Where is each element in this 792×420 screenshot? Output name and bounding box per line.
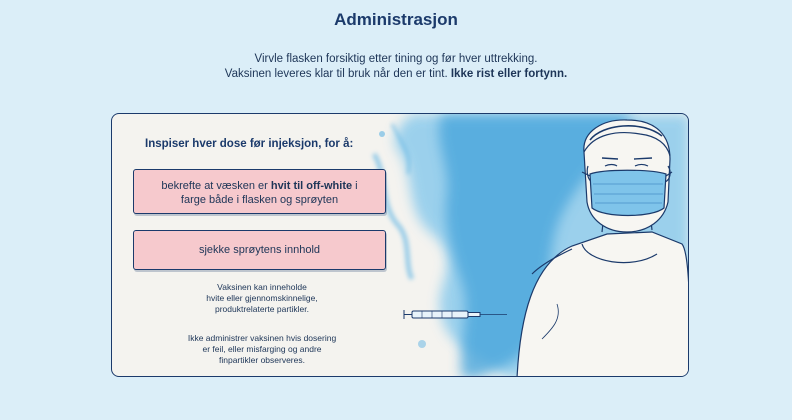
warning-note-line: finpartikler observeres.: [219, 355, 305, 365]
warning-note-line: er feil, eller misfarging og andre: [202, 344, 322, 354]
particles-note-line: produktrelaterte partikler.: [214, 304, 310, 314]
check-color-bold: hvit til off-white: [270, 180, 353, 192]
inspection-panel: [111, 113, 689, 377]
check-contents-text: sjekke sprøytens innhold: [198, 244, 321, 256]
check-color-text: bekrefte at væsken er: [161, 180, 271, 192]
page-title: Administrasjon: [334, 10, 458, 29]
warning-note: [152, 333, 372, 366]
check-contents-box: [133, 230, 386, 270]
particles-note-line: Vaksinen kan inneholde: [217, 282, 307, 292]
check-color-text-end: i: [352, 180, 358, 192]
check-color-line-2: farge både i flasken og sprøyten: [180, 194, 339, 206]
intro-text: [0, 52, 792, 82]
particles-note-line: hvite eller gjennomskinnelige,: [206, 293, 318, 303]
intro-line-2-plain: Vaksinen leveres klar til bruk når den er tint.: [224, 68, 451, 80]
warning-note-line: Ikke administrer vaksinen hvis dosering: [187, 333, 337, 343]
check-color-box: [133, 169, 386, 214]
particles-note: [152, 282, 372, 315]
intro-line-2-bold: Ikke rist eller fortynn.: [450, 68, 568, 80]
inspect-heading: Inspiser hver dose før injeksjon, for å:: [145, 138, 354, 150]
intro-line-1: Virvle flasken forsiktig etter tining og før hver uttrekking.: [254, 53, 538, 65]
check-color-line-1: [134, 179, 385, 193]
intro-line-2: [0, 67, 792, 82]
